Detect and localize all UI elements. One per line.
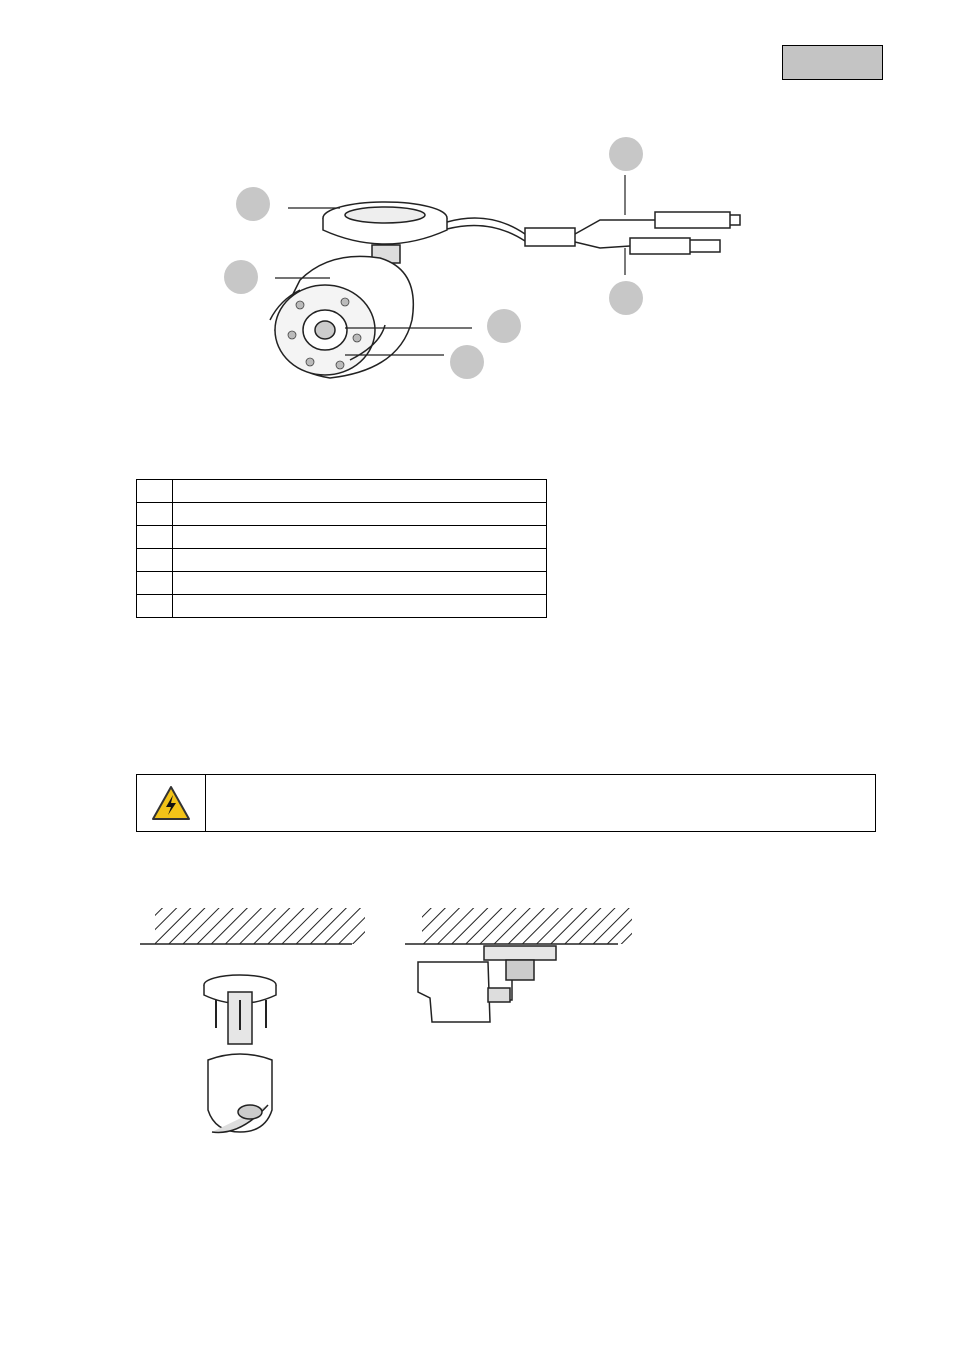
callout-marker (236, 187, 270, 221)
camera-overview-figure (0, 130, 955, 390)
table-row (137, 526, 547, 549)
callout-marker (609, 281, 643, 315)
part-description (173, 503, 547, 526)
part-number (137, 503, 173, 526)
part-number (137, 480, 173, 503)
part-number (137, 572, 173, 595)
part-number (137, 595, 173, 618)
table-row (137, 480, 547, 503)
camera-body-drawing (270, 256, 413, 378)
part-number (137, 549, 173, 572)
callout-marker (224, 260, 258, 294)
language-tab (782, 45, 883, 80)
part-number (137, 526, 173, 549)
warning-text (206, 775, 875, 831)
warning-box (136, 774, 876, 832)
part-description (173, 526, 547, 549)
table-row (137, 549, 547, 572)
table-row (137, 572, 547, 595)
parts-table (136, 479, 547, 618)
ceiling-mount-exploded-view (140, 908, 365, 1132)
high-voltage-warning-icon (151, 785, 191, 821)
warning-icon-cell (137, 775, 206, 831)
callout-marker (487, 309, 521, 343)
part-description (173, 549, 547, 572)
part-description (173, 572, 547, 595)
table-row (137, 595, 547, 618)
part-description (173, 480, 547, 503)
callout-marker (609, 137, 643, 171)
callout-marker (450, 345, 484, 379)
cable-drawing (447, 212, 740, 254)
table-row (137, 503, 547, 526)
mounting-figure (0, 900, 955, 1150)
ceiling-mount-assembled-view (405, 908, 632, 1022)
mount-base-drawing (323, 202, 447, 263)
part-description (173, 595, 547, 618)
